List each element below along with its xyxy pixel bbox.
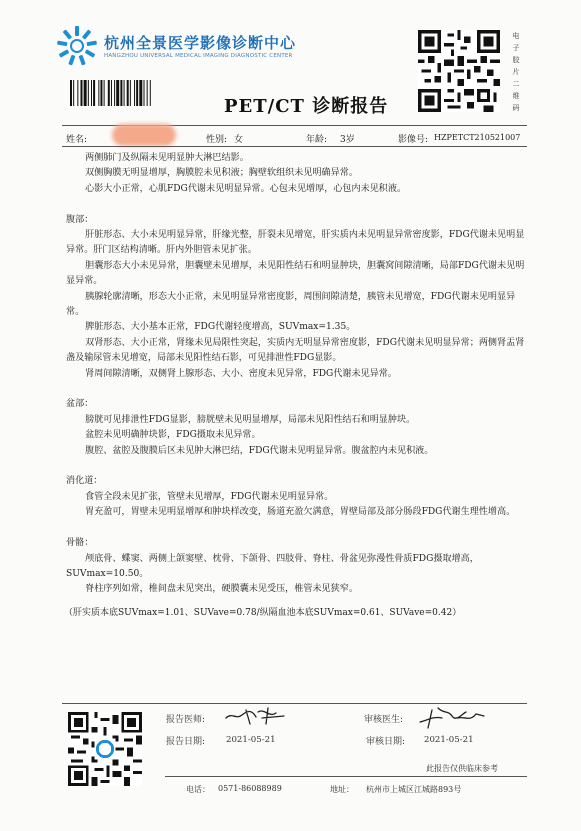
finding-paragraph: 双肾形态、大小正常，肾缘未见局限性突起，实质内无明显异常密度影，FDG代谢未见明显异常；两侧肾盂肾盏及输尿管未见增宽，局部未见阳性结石影，可见排泄性FDG显影。: [66, 337, 525, 364]
org-name-en: HANGZHOU UNIVERSAL MEDICAL IMAGING DIAGNOSTIC CENTER: [104, 53, 293, 59]
finding-paragraph: 肾周间隙清晰，双侧肾上腺形态、大小、密度未见异常，FDG代谢未见异常。: [85, 368, 397, 379]
report-date-label: 报告日期:: [166, 737, 206, 747]
patient-row-divider: [62, 146, 527, 147]
finding-paragraph: 颅底骨、蝶窦、两侧上颌窦壁、枕骨、下颌骨、四肢骨、脊柱、骨盆见弥漫性骨质FDG摄取增高，SUVmax=10.50。: [66, 553, 479, 579]
phone-value: 0571-86088989: [218, 784, 282, 793]
org-name: 杭州全景医学影像诊断中心: [104, 34, 297, 52]
redacted-name: [112, 124, 176, 146]
sex-value: 女: [234, 135, 244, 145]
review-date-value: 2021-05-21: [424, 735, 474, 745]
reviewer-signature: [418, 704, 490, 730]
finding-paragraph: 膀胱可见排泄性FDG显影，膀胱壁未见明显增厚，局部未见阳性结石和明显肿块。: [85, 414, 416, 425]
finding-paragraph: 心影大小正常，心肌FDG代谢未见明显异常。心包未见增厚，心包内未见积液。: [85, 183, 407, 194]
finding-paragraph: 腹腔、盆腔及腹膜后区未见肿大淋巴结，FDG代谢未见明显异常。腹盆腔内未见积液。: [85, 445, 434, 456]
qr-side-label: 电 子 胶 片 二 维 码: [512, 32, 520, 112]
sex-label: 性别:: [206, 135, 228, 145]
report-doctor-label: 报告医师:: [166, 715, 206, 725]
phone-label: 电话：: [186, 785, 210, 794]
reviewer-label: 审核医生:: [364, 715, 404, 725]
finding-paragraph: 胆囊形态大小未见异常，胆囊壁未见增厚，未见阳性结石和明显肿块，胆囊窝间隙清晰，局部FDG代谢未见明显异常。: [66, 260, 525, 287]
age-label: 年龄:: [306, 135, 328, 145]
section-title-digestive: 消化道：: [66, 476, 103, 487]
suv-reference-note: （肝实质本底SUVmax=1.01、SUVave=0.78/纵隔血池本底SUVmax=0.61、SUVave=0.42）: [64, 607, 462, 618]
finding-paragraph: 双侧胸膜无明显增厚，胸膜腔未见积液；胸壁软组织未见明确异常。: [85, 168, 358, 179]
footer-divider: [165, 776, 527, 777]
section-title-abdomen: 腹部：: [66, 214, 94, 225]
finding-paragraph: 食管全段未见扩张，管壁未见增厚，FDG代谢未见明显异常。: [85, 491, 334, 502]
finding-paragraph: 胰腺轮廓清晰，形态大小正常，未见明显异常密度影，周围间隙清楚，胰管未见增宽，FDG代谢未见明显异常。: [66, 291, 516, 318]
report-barcode: [70, 80, 210, 106]
review-date-label: 审核日期:: [366, 737, 406, 747]
finding-paragraph: 脾脏形态、大小基本正常，FDG代谢轻度增高，SUVmax=1.35。: [85, 322, 356, 333]
qr-center-logo-icon: [95, 739, 116, 760]
hospital-logo-icon: [55, 24, 99, 68]
report-doctor-signature: [222, 704, 290, 728]
electronic-film-qr-code[interactable]: [418, 30, 500, 112]
age-value: 3岁: [340, 135, 355, 145]
finding-paragraph: 肝脏形态、大小未见明显异常，肝缘光整，肝裂未见增宽，肝实质内未见明显异常密度影，FDG代谢未见明显异常。肝门区结构清晰。肝内外胆管未见扩张。: [66, 230, 525, 256]
finding-paragraph: 脊柱序列如常，椎间盘未见突出，硬膜囊未见受压，椎管未见狭窄。: [85, 584, 358, 595]
finding-paragraph: 两侧肺门及纵隔未见明显肿大淋巴结影。: [85, 153, 249, 163]
address-value: 杭州市上城区江城路893号: [366, 785, 462, 794]
image-no-value: HZPETCT210521007: [434, 133, 521, 142]
name-label: 姓名:: [66, 135, 88, 145]
section-title-pelvis: 盆部：: [66, 399, 94, 410]
report-title: PET/CT 诊断报告: [224, 96, 389, 117]
finding-paragraph: 胃充盈可，胃壁未见明显增厚和肿块样改变，肠道充盈欠满意，胃壁局部及部分肠段FDG代谢生理性增高。: [85, 507, 516, 518]
findings-body: [66, 151, 528, 621]
report-qr-code[interactable]: [68, 712, 142, 786]
section-title-bone: 骨骼：: [66, 538, 94, 549]
disclaimer: 此报告仅供临床参考: [426, 764, 498, 773]
finding-paragraph: 盆腔未见明确肿块影，FDG摄取未见异常。: [85, 430, 261, 441]
report-date-value: 2021-05-21: [226, 735, 276, 745]
address-label: 地址：: [330, 785, 354, 794]
image-no-label: 影像号:: [398, 135, 429, 145]
